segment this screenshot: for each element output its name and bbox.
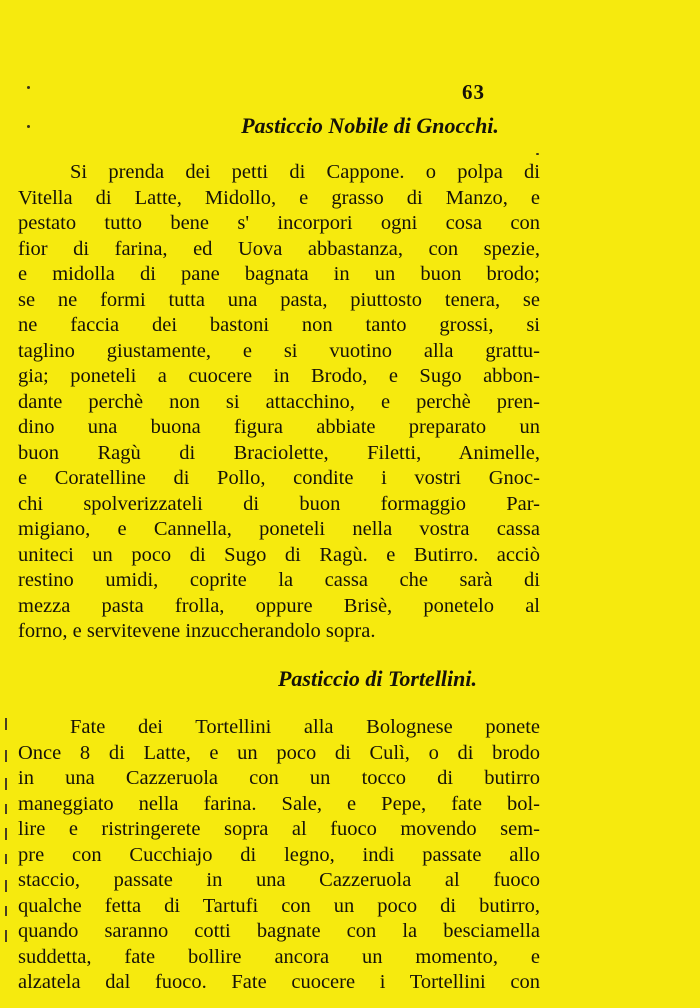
text-line: migiano, e Cannella, poneteli nella vostra cassa [18, 518, 540, 540]
text-line: se ne formi tutta una pasta, piuttosto tenera, se [18, 288, 540, 311]
text-line: e Coratelline di Pollo, condite i vostri Gnoc- [18, 467, 540, 489]
margin-mark [5, 854, 7, 864]
section-title: Pasticcio di Tortellini. [277, 666, 478, 691]
ink-speck [27, 86, 30, 89]
text-line: restino umidi, coprite la cassa che sarà di [18, 569, 540, 591]
text-line: alzatela dal fuoco. Fate cuocere i Tortellini con [18, 971, 540, 993]
text-line: e midolla di pane bagnata in un buon brodo; [18, 263, 540, 285]
text-line: dino una buona figura abbiate preparato un [18, 416, 540, 438]
text-line: chi spolverizzateli di buon formaggio Par- [18, 492, 540, 515]
text-line: Once 8 di Latte, e un poco di Culì, o di brodo [18, 741, 540, 764]
text-line: fior di farina, ed Uova abbastanza, con spezie, [18, 237, 540, 260]
ink-speck [536, 153, 539, 155]
text-line: uniteci un poco di Sugo di Ragù. e Butirro. acciò [18, 543, 540, 566]
margin-mark [5, 778, 7, 790]
margin-mark [5, 718, 7, 730]
text-line: forno, e servitevene inzuccherandolo sopra. [18, 620, 376, 642]
margin-mark [5, 804, 7, 814]
text-line: pre con Cucchiajo di legno, indi passate allo [18, 843, 540, 866]
margin-mark [5, 750, 7, 762]
text-line: buon Ragù di Braciolette, Filetti, Animelle, [18, 441, 540, 464]
margin-mark [5, 906, 7, 916]
text-line: in una Cazzeruola con un tocco di butirro [18, 767, 540, 789]
section-body [18, 160, 540, 645]
text-line: qualche fetta di Tartufi con un poco di butirro, [18, 894, 540, 917]
text-line: staccio, passate in una Cazzeruola al fuoco [18, 869, 540, 891]
text-line: suddetta, fate bollire ancora un momento, e [18, 945, 540, 968]
text-line: Si prenda dei petti di Cappone. o polpa di [70, 161, 540, 183]
text-line: dante perchè non si attacchino, e perchè pren- [18, 390, 540, 413]
margin-mark [5, 828, 7, 840]
text-line: Fate dei Tortellini alla Bolognese ponete [70, 716, 540, 738]
text-line: pestato tutto bene s' incorpori ogni cosa con [18, 212, 540, 234]
text-line: lire e ristringerete sopra al fuoco movendo sem- [18, 818, 540, 840]
margin-mark [5, 930, 7, 942]
page-number: 63 [462, 80, 485, 104]
section-body [18, 715, 540, 996]
section-title: Pasticcio Nobile di Gnocchi. [241, 113, 499, 138]
text-line: ne faccia dei bastoni non tanto grossi, si [18, 314, 540, 336]
margin-mark [5, 880, 7, 892]
text-line: maneggiato nella farina. Sale, e Pepe, fate bol- [18, 792, 540, 815]
text-line: Vitella di Latte, Midollo, e grasso di Manzo, e [18, 186, 540, 209]
text-line: gia; poneteli a cuocere in Brodo, e Sugo abbon- [18, 365, 540, 387]
text-line: taglino giustamente, e si vuotino alla grattu- [18, 339, 540, 362]
text-line: quando saranno cotti bagnate con la besciamella [18, 920, 540, 942]
text-line: mezza pasta frolla, oppure Brisè, ponetelo al [18, 594, 540, 617]
